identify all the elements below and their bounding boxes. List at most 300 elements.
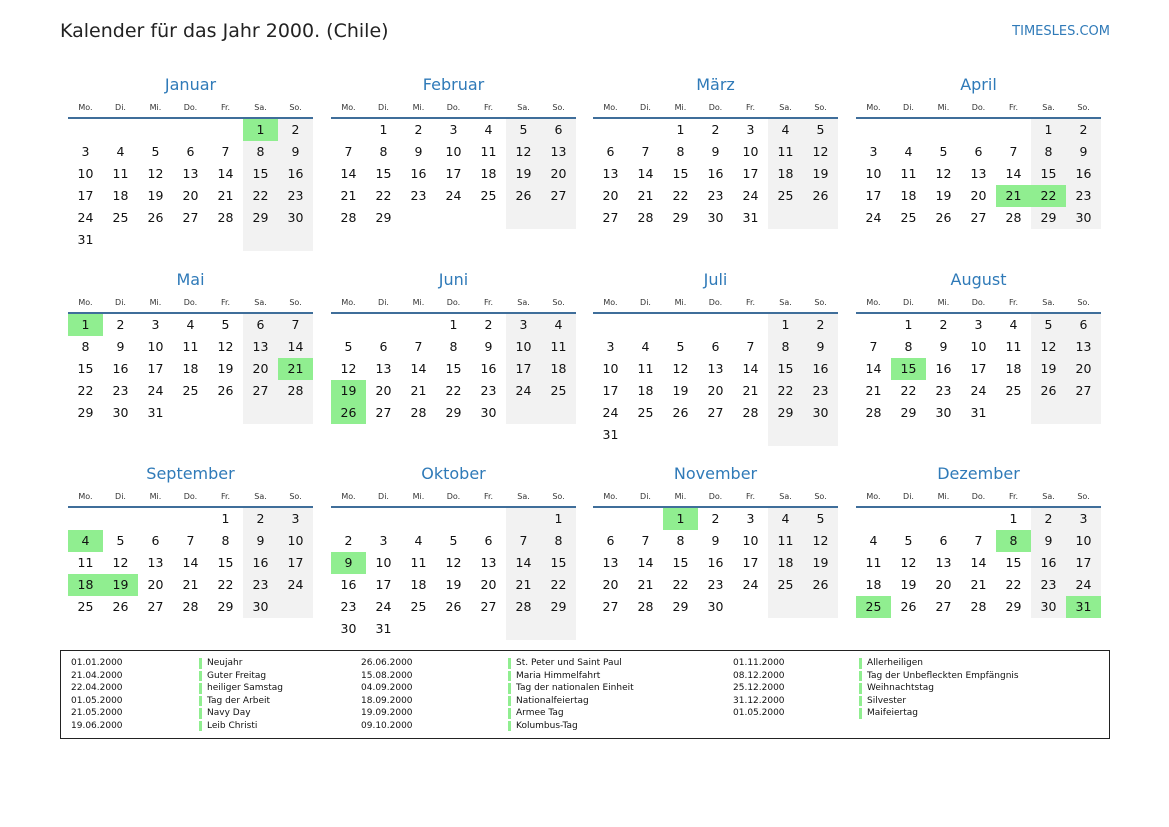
holiday-day-cell: 26 xyxy=(331,402,366,424)
day-cell: 14 xyxy=(410,361,427,376)
day-cell: 12 xyxy=(112,555,129,570)
day-cell: 9 xyxy=(484,339,493,354)
day-grid xyxy=(856,508,1101,640)
day-cell: 7 xyxy=(1009,144,1018,159)
day-cell: 31 xyxy=(970,405,987,420)
day-cell: 17 xyxy=(970,361,987,376)
month-oktober xyxy=(331,462,576,647)
day-cell: 25 xyxy=(550,383,567,398)
day-cell: 11 xyxy=(550,339,567,354)
holiday-day-cell: 21 xyxy=(278,358,313,380)
weekday-label: Di. xyxy=(115,298,126,307)
day-cell: 6 xyxy=(186,144,195,159)
day-cell: 19 xyxy=(812,555,829,570)
weekday-label: Di. xyxy=(640,492,651,501)
day-cell: 3 xyxy=(869,144,878,159)
day-cell: 1 xyxy=(1009,511,1018,526)
day-cell: 4 xyxy=(904,144,913,159)
weekday-label: So. xyxy=(814,103,827,112)
month-name: November xyxy=(673,464,758,483)
weekday-header xyxy=(68,296,313,310)
weekday-label: Mi. xyxy=(937,492,950,501)
day-cell: 19 xyxy=(217,361,234,376)
day-cell: 21 xyxy=(637,188,654,203)
holiday-date: 31.12.2000 xyxy=(733,695,785,706)
weekday-label: Sa. xyxy=(1042,298,1055,307)
day-cell: 7 xyxy=(221,144,230,159)
weekday-label: Mo. xyxy=(603,103,618,112)
weekday-label: Di. xyxy=(640,298,651,307)
day-cell: 2 xyxy=(711,122,720,137)
day-cell: 15 xyxy=(445,361,462,376)
weekday-header xyxy=(68,101,313,115)
weekday-label: Fr. xyxy=(745,492,756,501)
holiday-day-cell: 21 xyxy=(996,185,1031,207)
weekday-label: So. xyxy=(289,103,302,112)
day-cell: 29 xyxy=(672,210,689,225)
day-cell: 12 xyxy=(340,361,357,376)
holiday-day-cell: 9 xyxy=(331,552,366,574)
day-cell: 17 xyxy=(1075,555,1092,570)
day-cell: 2 xyxy=(116,317,125,332)
weekday-label: Do. xyxy=(446,103,461,112)
day-cell: 27 xyxy=(1075,383,1092,398)
day-cell: 21 xyxy=(182,577,199,592)
day-grid xyxy=(856,119,1101,251)
day-cell: 9 xyxy=(711,144,720,159)
weekday-label: Mi. xyxy=(412,298,425,307)
holiday-date: 01.05.2000 xyxy=(71,695,123,706)
day-cell: 20 xyxy=(602,188,619,203)
weekday-label: So. xyxy=(289,492,302,501)
day-cell: 20 xyxy=(602,577,619,592)
day-cell: 23 xyxy=(1040,577,1057,592)
day-cell: 30 xyxy=(340,621,357,636)
day-cell: 6 xyxy=(711,339,720,354)
day-cell: 26 xyxy=(112,599,129,614)
month-name: April xyxy=(960,75,997,94)
holiday-name: Neujahr xyxy=(207,658,243,668)
day-cell: 15 xyxy=(77,361,94,376)
day-cell: 31 xyxy=(602,427,619,442)
weekday-label: So. xyxy=(814,298,827,307)
day-cell: 24 xyxy=(865,210,882,225)
day-cell: 23 xyxy=(1075,188,1092,203)
day-cell: 18 xyxy=(550,361,567,376)
day-grid xyxy=(68,314,313,446)
day-cell: 25 xyxy=(900,210,917,225)
day-cell: 30 xyxy=(707,210,724,225)
day-cell: 13 xyxy=(550,144,567,159)
day-cell: 30 xyxy=(112,405,129,420)
weekday-label: Do. xyxy=(708,103,723,112)
day-cell: 5 xyxy=(344,339,353,354)
month-august xyxy=(856,268,1101,453)
day-grid xyxy=(593,508,838,640)
day-cell: 20 xyxy=(480,577,497,592)
holiday-name: Maria Himmelfahrt xyxy=(516,670,601,681)
day-cell: 27 xyxy=(182,210,199,225)
day-cell: 25 xyxy=(777,188,794,203)
day-cell: 20 xyxy=(935,577,952,592)
holiday-day-cell: 18 xyxy=(68,574,103,596)
day-cell: 9 xyxy=(116,339,125,354)
day-cell: 19 xyxy=(445,577,462,592)
holiday-marker xyxy=(859,658,862,669)
month-name: Juli xyxy=(703,270,728,289)
day-cell: 10 xyxy=(375,555,392,570)
day-cell: 12 xyxy=(812,533,829,548)
day-cell: 14 xyxy=(515,555,532,570)
day-grid xyxy=(856,314,1101,446)
day-cell: 14 xyxy=(217,166,234,181)
day-cell: 16 xyxy=(112,361,129,376)
day-cell: 23 xyxy=(480,383,497,398)
day-cell: 28 xyxy=(742,405,759,420)
day-cell: 8 xyxy=(904,339,913,354)
day-cell: 17 xyxy=(865,188,882,203)
day-cell: 29 xyxy=(217,599,234,614)
month-februar xyxy=(331,73,576,258)
day-cell: 3 xyxy=(974,317,983,332)
day-cell: 21 xyxy=(340,188,357,203)
day-cell: 26 xyxy=(445,599,462,614)
day-cell: 6 xyxy=(606,144,615,159)
holiday-date: 19.06.2000 xyxy=(71,720,123,731)
day-cell: 5 xyxy=(151,144,160,159)
month-name: September xyxy=(146,464,235,483)
day-cell: 16 xyxy=(1040,555,1057,570)
day-cell: 23 xyxy=(112,383,129,398)
weekday-label: Fr. xyxy=(483,298,494,307)
day-cell: 27 xyxy=(707,405,724,420)
day-cell: 13 xyxy=(1075,339,1092,354)
day-cell: 10 xyxy=(1075,533,1092,548)
day-cell: 7 xyxy=(869,339,878,354)
day-cell: 1 xyxy=(449,317,458,332)
day-cell: 12 xyxy=(445,555,462,570)
weekday-header xyxy=(593,296,838,310)
day-cell: 10 xyxy=(445,144,462,159)
weekday-label: Mi. xyxy=(412,103,425,112)
weekday-label: Sa. xyxy=(779,298,792,307)
day-cell: 4 xyxy=(116,144,125,159)
day-cell: 11 xyxy=(182,339,199,354)
holiday-name: Tag der Arbeit xyxy=(207,695,271,706)
day-cell: 26 xyxy=(1040,383,1057,398)
legend-row xyxy=(61,670,1101,683)
day-cell: 28 xyxy=(340,210,357,225)
weekday-label: Di. xyxy=(640,103,651,112)
weekday-label: Mi. xyxy=(674,298,687,307)
day-cell: 18 xyxy=(865,577,882,592)
day-cell: 28 xyxy=(970,599,987,614)
day-cell: 11 xyxy=(777,533,794,548)
day-cell: 13 xyxy=(252,339,269,354)
day-cell: 28 xyxy=(865,405,882,420)
day-cell: 16 xyxy=(812,361,829,376)
day-cell: 31 xyxy=(375,621,392,636)
day-cell: 29 xyxy=(252,210,269,225)
weekday-label: Di. xyxy=(903,492,914,501)
day-cell: 16 xyxy=(707,166,724,181)
holiday-name: Tag der Unbefleckten Empfängnis xyxy=(867,670,1019,681)
weekday-label: Fr. xyxy=(745,298,756,307)
holiday-marker xyxy=(859,696,862,707)
day-cell: 13 xyxy=(182,166,199,181)
day-cell: 2 xyxy=(291,122,300,137)
day-cell: 9 xyxy=(711,533,720,548)
site-link[interactable]: TIMESLES.COM xyxy=(1012,24,1110,39)
day-cell: 14 xyxy=(865,361,882,376)
weekday-label: Mo. xyxy=(866,492,881,501)
day-cell: 11 xyxy=(777,144,794,159)
month-name: Mai xyxy=(176,270,205,289)
legend-column xyxy=(61,657,1101,720)
day-cell: 18 xyxy=(777,166,794,181)
holiday-date: 15.08.2000 xyxy=(361,670,413,681)
holiday-date: 19.09.2000 xyxy=(361,708,413,718)
day-cell: 4 xyxy=(781,511,790,526)
weekday-label: So. xyxy=(1077,492,1090,501)
day-cell: 18 xyxy=(1005,361,1022,376)
month-name: Dezember xyxy=(937,464,1020,483)
day-cell: 27 xyxy=(602,599,619,614)
day-cell: 28 xyxy=(515,599,532,614)
day-cell: 23 xyxy=(252,577,269,592)
legend-row xyxy=(61,695,1101,708)
holiday-day-cell: 8 xyxy=(996,530,1031,552)
weekday-label: Sa. xyxy=(779,103,792,112)
day-cell: 25 xyxy=(1005,383,1022,398)
day-cell: 4 xyxy=(554,317,563,332)
weekday-label: Do. xyxy=(971,492,986,501)
day-cell: 20 xyxy=(707,383,724,398)
day-cell: 10 xyxy=(865,166,882,181)
weekday-header xyxy=(593,490,838,504)
day-cell: 29 xyxy=(900,405,917,420)
day-cell: 2 xyxy=(1044,511,1053,526)
day-cell: 8 xyxy=(221,533,230,548)
day-cell: 25 xyxy=(77,599,94,614)
day-cell: 1 xyxy=(1044,122,1053,137)
holiday-name: Maifeiertag xyxy=(867,708,918,718)
month-name: Februar xyxy=(422,75,485,94)
month-name: Juni xyxy=(438,270,469,289)
day-cell: 12 xyxy=(1040,339,1057,354)
weekday-header xyxy=(331,296,576,310)
weekday-label: Mo. xyxy=(866,103,881,112)
weekday-label: Mo. xyxy=(78,492,93,501)
day-cell: 8 xyxy=(1044,144,1053,159)
day-cell: 21 xyxy=(865,383,882,398)
day-cell: 25 xyxy=(112,210,129,225)
day-cell: 28 xyxy=(637,599,654,614)
day-cell: 11 xyxy=(637,361,654,376)
day-cell: 5 xyxy=(449,533,458,548)
weekday-label: Fr. xyxy=(483,492,494,501)
day-cell: 16 xyxy=(287,166,304,181)
weekday-label: So. xyxy=(1077,298,1090,307)
day-grid xyxy=(68,508,313,640)
day-cell: 19 xyxy=(1040,361,1057,376)
month-april xyxy=(856,73,1101,258)
day-cell: 8 xyxy=(256,144,265,159)
day-cell: 23 xyxy=(812,383,829,398)
holiday-marker xyxy=(859,683,862,694)
month-juni xyxy=(331,268,576,453)
day-cell: 31 xyxy=(147,405,164,420)
day-cell: 21 xyxy=(970,577,987,592)
holiday-marker xyxy=(859,708,862,719)
day-cell: 24 xyxy=(742,188,759,203)
day-cell: 27 xyxy=(147,599,164,614)
day-cell: 22 xyxy=(77,383,94,398)
day-cell: 22 xyxy=(672,188,689,203)
day-cell: 24 xyxy=(287,577,304,592)
day-cell: 5 xyxy=(1044,317,1053,332)
day-cell: 24 xyxy=(375,599,392,614)
day-cell: 29 xyxy=(77,405,94,420)
weekday-label: Do. xyxy=(446,298,461,307)
holiday-date: 21.04.2000 xyxy=(71,670,123,681)
day-cell: 22 xyxy=(777,383,794,398)
day-cell: 13 xyxy=(602,166,619,181)
day-cell: 8 xyxy=(676,533,685,548)
weekday-label: Mi. xyxy=(149,298,162,307)
weekday-label: Sa. xyxy=(517,298,530,307)
day-cell: 27 xyxy=(602,210,619,225)
day-cell: 26 xyxy=(515,188,532,203)
day-cell: 19 xyxy=(147,188,164,203)
day-cell: 3 xyxy=(81,144,90,159)
day-cell: 2 xyxy=(939,317,948,332)
day-cell: 13 xyxy=(480,555,497,570)
weekday-label: Do. xyxy=(183,492,198,501)
day-cell: 6 xyxy=(379,339,388,354)
day-cell: 17 xyxy=(742,555,759,570)
day-cell: 25 xyxy=(637,405,654,420)
weekday-label: Mo. xyxy=(603,298,618,307)
holiday-date: 08.12.2000 xyxy=(733,670,785,681)
day-cell: 8 xyxy=(379,144,388,159)
weekday-label: Mi. xyxy=(149,103,162,112)
day-cell: 9 xyxy=(816,339,825,354)
day-cell: 7 xyxy=(291,317,300,332)
holiday-date: 01.11.2000 xyxy=(733,658,785,668)
day-cell: 29 xyxy=(375,210,392,225)
weekday-label: Di. xyxy=(378,298,389,307)
holiday-day-cell: 4 xyxy=(68,530,103,552)
weekday-label: So. xyxy=(1077,103,1090,112)
day-cell: 16 xyxy=(480,361,497,376)
day-cell: 3 xyxy=(1079,511,1088,526)
weekday-label: Mi. xyxy=(674,492,687,501)
month-juli xyxy=(593,268,838,453)
day-cell: 24 xyxy=(147,383,164,398)
holiday-date: 22.04.2000 xyxy=(71,683,123,693)
weekday-label: Mi. xyxy=(937,298,950,307)
day-grid xyxy=(593,119,838,251)
day-cell: 17 xyxy=(515,361,532,376)
weekday-label: Mi. xyxy=(412,492,425,501)
weekday-label: Do. xyxy=(183,103,198,112)
day-cell: 10 xyxy=(77,166,94,181)
day-cell: 24 xyxy=(1075,577,1092,592)
day-cell: 22 xyxy=(550,577,567,592)
day-cell: 27 xyxy=(375,405,392,420)
day-cell: 16 xyxy=(410,166,427,181)
day-cell: 10 xyxy=(742,533,759,548)
day-cell: 20 xyxy=(375,383,392,398)
day-cell: 13 xyxy=(935,555,952,570)
weekday-label: Di. xyxy=(115,103,126,112)
weekday-label: Di. xyxy=(903,298,914,307)
day-cell: 21 xyxy=(637,577,654,592)
day-cell: 20 xyxy=(182,188,199,203)
day-cell: 5 xyxy=(116,533,125,548)
weekday-label: Sa. xyxy=(779,492,792,501)
day-cell: 30 xyxy=(480,405,497,420)
weekday-label: Fr. xyxy=(483,103,494,112)
holiday-name: Allerheiligen xyxy=(867,658,923,668)
day-cell: 6 xyxy=(484,533,493,548)
weekday-label: Mi. xyxy=(937,103,950,112)
weekday-label: Di. xyxy=(903,103,914,112)
day-cell: 17 xyxy=(375,577,392,592)
day-cell: 9 xyxy=(1044,533,1053,548)
day-cell: 9 xyxy=(939,339,948,354)
day-cell: 24 xyxy=(742,577,759,592)
day-cell: 2 xyxy=(344,533,353,548)
month-dezember xyxy=(856,462,1101,647)
day-cell: 9 xyxy=(256,533,265,548)
day-cell: 20 xyxy=(550,166,567,181)
day-cell: 12 xyxy=(147,166,164,181)
day-cell: 1 xyxy=(904,317,913,332)
day-cell: 4 xyxy=(186,317,195,332)
day-cell: 26 xyxy=(217,383,234,398)
day-cell: 14 xyxy=(1005,166,1022,181)
day-cell: 19 xyxy=(935,188,952,203)
holiday-day-cell: 15 xyxy=(891,358,926,380)
day-cell: 12 xyxy=(812,144,829,159)
day-grid xyxy=(331,119,576,251)
weekday-label: So. xyxy=(289,298,302,307)
holiday-day-cell: 19 xyxy=(103,574,138,596)
day-cell: 30 xyxy=(1040,599,1057,614)
day-cell: 2 xyxy=(484,317,493,332)
day-cell: 15 xyxy=(375,166,392,181)
legend-row xyxy=(61,707,1101,720)
day-cell: 19 xyxy=(900,577,917,592)
weekday-label: Fr. xyxy=(745,103,756,112)
day-cell: 14 xyxy=(970,555,987,570)
weekday-label: Sa. xyxy=(254,492,267,501)
day-cell: 2 xyxy=(711,511,720,526)
day-cell: 8 xyxy=(554,533,563,548)
day-cell: 7 xyxy=(414,339,423,354)
weekday-label: Mo. xyxy=(603,492,618,501)
day-cell: 22 xyxy=(900,383,917,398)
day-cell: 13 xyxy=(375,361,392,376)
month-september xyxy=(68,462,313,647)
holiday-legend xyxy=(60,650,1110,739)
weekday-header xyxy=(856,296,1101,310)
weekday-label: Di. xyxy=(115,492,126,501)
holiday-date: 18.09.2000 xyxy=(361,695,413,706)
month-name: Oktober xyxy=(421,464,486,483)
